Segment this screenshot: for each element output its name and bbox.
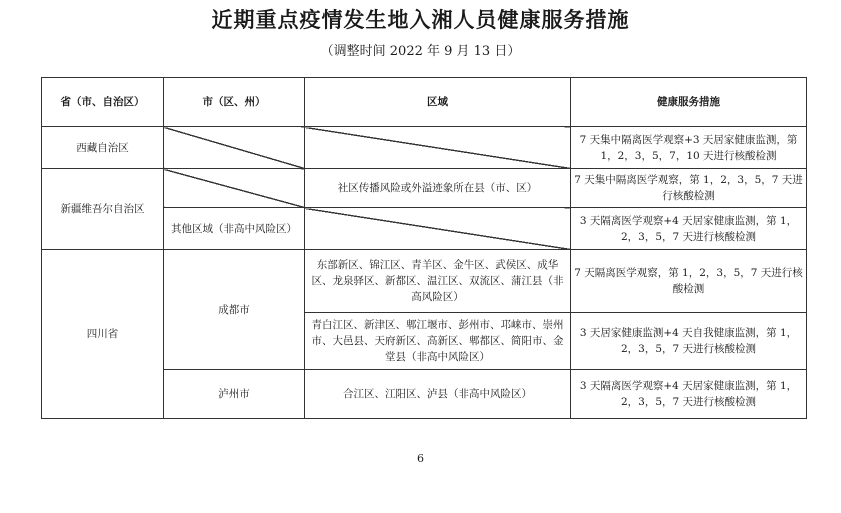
area-xinjiang-community: 社区传播风险或外溢迹象所在县（市、区） bbox=[305, 169, 571, 208]
table-row bbox=[42, 169, 807, 208]
table-header-row bbox=[42, 78, 807, 127]
measures-xinjiang-community: 7 天集中隔离医学观察，第 1，2，3，5，7 天进行核酸检测 bbox=[571, 169, 807, 208]
header-measures: 健康服务措施 bbox=[571, 78, 807, 127]
document-subtitle: （调整时间 2022 年 9 月 13 日） bbox=[320, 44, 521, 59]
area-chengdu-1: 东部新区、锦江区、青羊区、金牛区、武侯区、成华区、龙泉驿区、新都区、温江区、双流区、蒲江县（非高风险区） bbox=[305, 250, 571, 313]
measures-chengdu-1: 7 天隔离医学观察，第 1，2，3，5，7 天进行核酸检测 bbox=[571, 250, 807, 313]
header-area: 区域 bbox=[305, 78, 571, 127]
province-sichuan: 四川省 bbox=[42, 250, 164, 419]
header-province: 省（市、自治区） bbox=[42, 78, 164, 127]
empty-diagonal-cell bbox=[164, 127, 305, 169]
document-title: 近期重点疫情发生地入湘人员健康服务措施 bbox=[211, 8, 630, 32]
empty-diagonal-cell bbox=[305, 127, 571, 169]
city-luzhou: 泸州市 bbox=[164, 370, 305, 419]
area-chengdu-2: 青白江区、新津区、郫江堰市、彭州市、邛崃市、崇州市、大邑县、天府新区、高新区、郫都区、简阳市、金堂县（非高中风险区） bbox=[305, 313, 571, 370]
empty-diagonal-cell bbox=[305, 208, 571, 250]
page-number: 6 bbox=[417, 452, 424, 465]
area-luzhou: 合江区、江阳区、泸县（非高中风险区） bbox=[305, 370, 571, 419]
table-row bbox=[42, 127, 807, 169]
empty-diagonal-cell bbox=[164, 169, 305, 208]
header-city: 市（区、州） bbox=[164, 78, 305, 127]
city-xinjiang-other: 其他区域（非高中风险区） bbox=[164, 208, 305, 250]
province-xizang: 西藏自治区 bbox=[42, 127, 164, 169]
table-row bbox=[42, 250, 807, 313]
measures-xizang: 7 天集中隔离医学观察+3 天居家健康监测，第 1，2，3，5，7，10 天进行核酸检测 bbox=[571, 127, 807, 169]
province-xinjiang: 新疆维吾尔自治区 bbox=[42, 169, 164, 250]
health-measures-table bbox=[41, 77, 807, 419]
measures-xinjiang-other: 3 天隔离医学观察+4 天居家健康监测，第 1，2，3，5，7 天进行核酸检测 bbox=[571, 208, 807, 250]
measures-chengdu-2: 3 天居家健康监测+4 天自我健康监测，第 1，2，3，5，7 天进行核酸检测 bbox=[571, 313, 807, 370]
city-chengdu: 成都市 bbox=[164, 250, 305, 370]
measures-luzhou: 3 天隔离医学观察+4 天居家健康监测，第 1，2，3，5，7 天进行核酸检测 bbox=[571, 370, 807, 419]
